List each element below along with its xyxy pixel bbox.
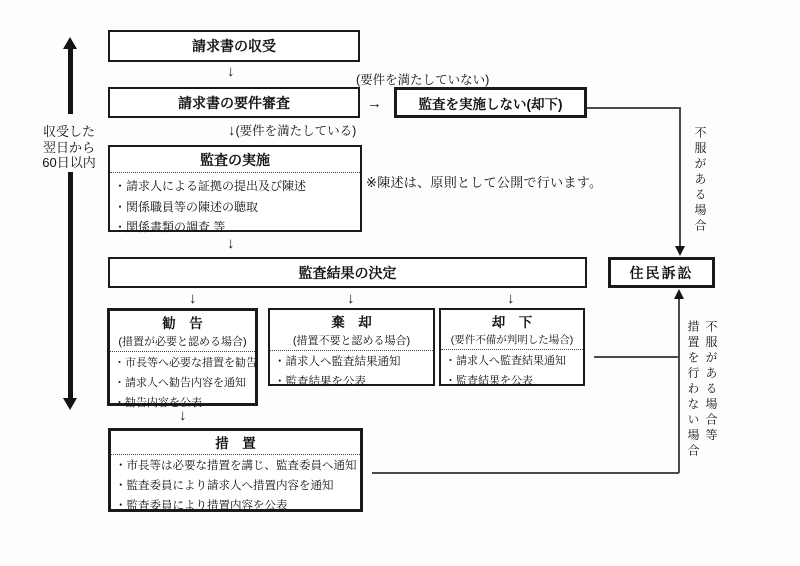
rejection-condition: (措置不要と認める場合) [292,335,411,347]
measure-box [108,428,363,512]
audit-item: ・関係書類の調査 等 [114,220,226,234]
no-audit-box [394,87,587,118]
requirements-met-label: (要件を満たしている) [235,124,357,138]
no-measure-label: 措置を行わない場合 [686,320,700,460]
objection-bottom-label: 不服がある場合等 [704,320,718,444]
measure-item: ・監査委員により措置内容を公表 [115,500,288,512]
recommendation-box-title: 勧 告 [162,316,203,331]
dismissal-box-title: 却 下 [491,315,533,330]
deadline-label-line: 60日以内 [42,155,96,170]
no-audit-box-title: 監査を実施しない(却下) [418,96,563,112]
rejection-item: ・請求人へ監査結果通知 [274,356,401,368]
lawsuit-box [608,257,715,288]
decision-box [108,257,587,288]
down-arrow-icon: ↓ [227,63,235,80]
down-arrow-icon: ↓ [227,235,235,252]
deadline-arrow-down-icon [63,398,77,410]
recommendation-item: ・請求人へ勧告内容を通知 [114,377,246,389]
audit-item: ・請求人による証拠の提出及び陳述 [114,179,307,193]
right-arrow-icon: → [367,95,382,112]
recommendation-box [107,308,258,409]
dismissal-condition: (要件不備が判明した場合) [450,334,574,346]
rejection-item: ・監査結果を公表 [274,376,366,388]
audit-item: ・関係職員等の陳述の聴取 [114,199,259,214]
recommendation-condition: (措置が必要と認める場合) [118,336,247,348]
arrowhead-down-icon [675,246,685,256]
review-box-title: 請求書の要件審査 [178,94,290,111]
measure-box-title: 措 置 [215,436,256,451]
connector-line [594,356,679,358]
connector-line [372,472,679,474]
deadline-label [36,124,102,171]
statement-public-note: ※陳述は、原則として公開で行います。 [366,175,603,190]
objection-top-label: 不服がある場合 [693,126,707,235]
receipt-box [108,30,360,62]
receipt-box-title: 請求書の収受 [192,38,276,54]
down-arrow-icon: ↓ [507,290,515,307]
audit-box-title: 監査の実施 [200,152,270,168]
requirements-not-met-label: (要件を満たしていない) [356,73,490,87]
measure-item: ・監査委員により請求人へ措置内容を通知 [115,480,334,492]
review-box [108,87,360,118]
dismissal-item: ・監査結果を公表 [445,375,533,387]
down-arrow-icon: ↓ [179,407,187,424]
audit-box [108,145,362,232]
recommendation-item: ・市長等へ必要な措置を勧告 [114,357,257,369]
decision-box-title: 監査結果の決定 [298,264,397,281]
rejection-box [268,308,435,386]
down-arrow-icon: ↓ [228,122,236,139]
measure-item: ・市長等は必要な措置を講じ、監査委員へ通知 [115,460,357,472]
arrowhead-up-icon [674,289,684,299]
recommendation-item: ・勧告内容を公表 [114,397,202,409]
connector-line [587,107,680,109]
connector-line [678,299,680,473]
dismissal-item: ・請求人へ監査結果通知 [445,355,566,367]
connector-line [679,107,681,246]
lawsuit-box-title: 住民訴訟 [629,264,694,281]
down-arrow-icon: ↓ [347,290,355,307]
bottom-right-labels [684,320,720,460]
down-arrow-icon: ↓ [189,290,197,307]
deadline-label-line: 翌日から [42,139,95,155]
deadline-arrow-upper-line [68,47,73,114]
deadline-label-line: 収受した [42,124,95,139]
rejection-box-title: 棄 却 [331,315,372,330]
deadline-arrow-lower-line [68,172,73,399]
dismissal-box [439,308,585,386]
